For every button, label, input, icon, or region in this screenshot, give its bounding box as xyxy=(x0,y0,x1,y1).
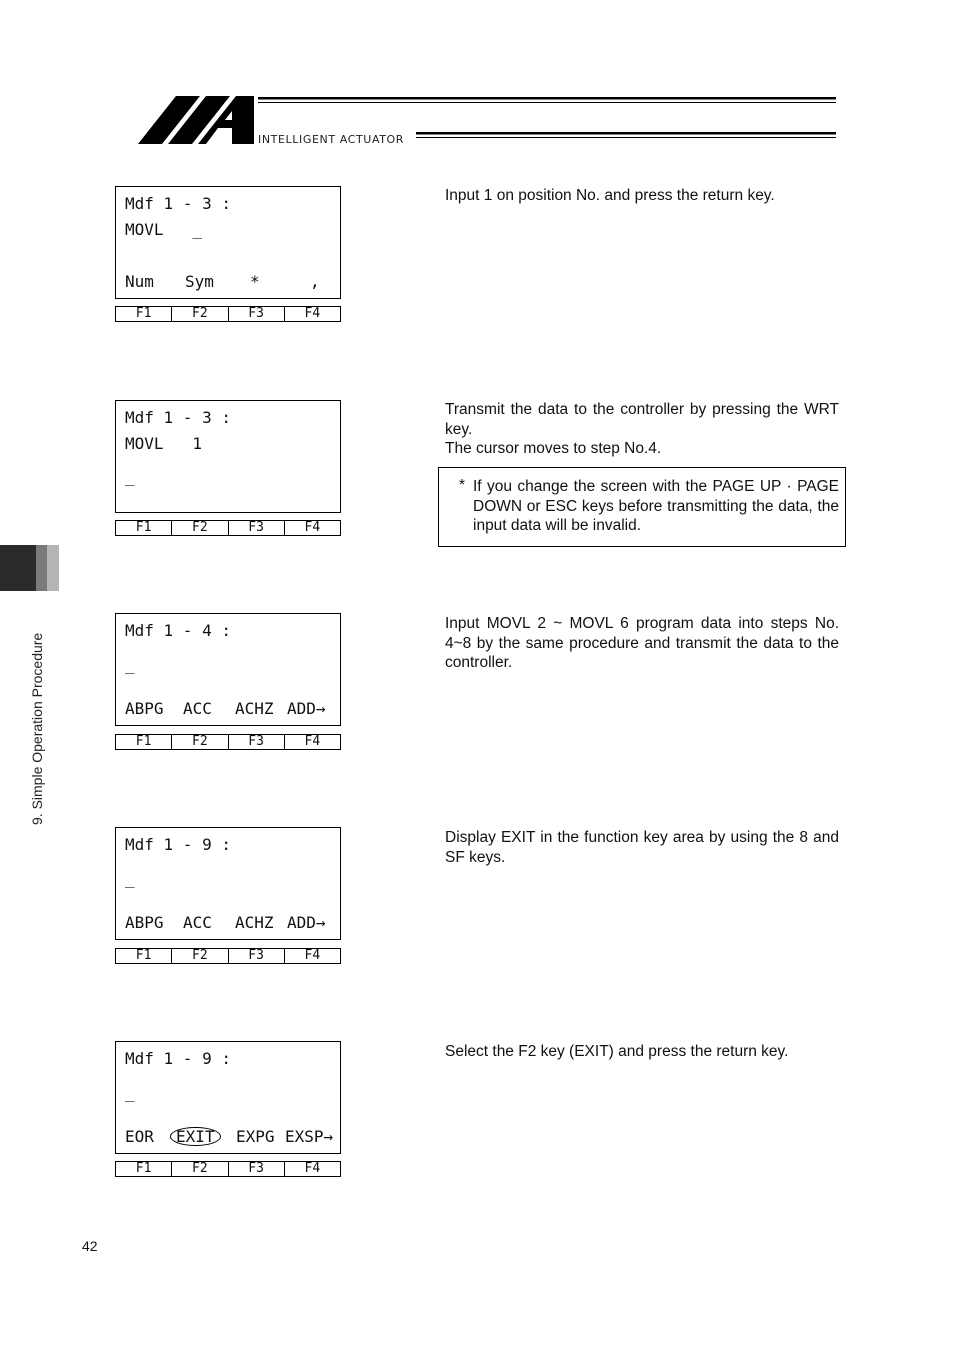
step-2-description xyxy=(445,400,839,459)
step-5-description: Select the F2 key (EXIT) and press the return key. xyxy=(445,1043,789,1060)
f4-key: F4 xyxy=(304,520,321,535)
f3-key: F3 xyxy=(229,1162,285,1176)
lcd-line-1: Mdf 1 - 9 : xyxy=(125,835,231,854)
lcd-line-1: Mdf 1 - 3 : xyxy=(125,408,231,427)
f3-key: F3 xyxy=(229,521,285,535)
step-2-description-line: Transmit the data to the controller by pressing the WRT key. xyxy=(445,401,839,438)
f1-key: F1 xyxy=(116,1162,172,1176)
function-key-bar xyxy=(115,948,341,964)
lcd-function-label: , xyxy=(310,272,320,291)
f1-key: F1 xyxy=(116,307,172,321)
chapter-tab-marker-mid xyxy=(36,545,47,591)
f4-key: F4 xyxy=(304,734,321,749)
lcd-screen-step-1 xyxy=(115,186,341,299)
lcd-screen-step-4 xyxy=(115,827,341,940)
lcd-screen-step-3 xyxy=(115,613,341,726)
lcd-cursor-line: _ xyxy=(125,655,135,674)
lcd-function-label: ABPG xyxy=(125,913,164,932)
lcd-function-label: ADD→ xyxy=(287,699,326,718)
f2-key: F2 xyxy=(172,1162,228,1176)
brand-text: INTELLIGENT ACTUATOR xyxy=(258,133,405,146)
step-2-description-line: The cursor moves to step No.4. xyxy=(445,440,662,457)
function-key-bar xyxy=(115,520,341,536)
lcd-line-1: Mdf 1 - 9 : xyxy=(125,1049,231,1068)
function-key-bar xyxy=(115,734,341,750)
f2-key: F2 xyxy=(172,521,228,535)
lcd-cursor-line: _ xyxy=(125,869,135,888)
note-text: If you change the screen with the PAGE UP · PAGE DOWN or ESC keys before transmitting the data, the input data will be invalid. xyxy=(473,478,839,534)
lcd-function-label: ACC xyxy=(183,699,212,718)
lcd-function-label: ACHZ xyxy=(235,913,274,932)
lcd-screen-step-2 xyxy=(115,400,341,513)
f1-key: F1 xyxy=(116,521,172,535)
step-3-description: Input MOVL 2 ~ MOVL 6 program data into steps No. 4~8 by the same procedure and transmit the data to the controller. xyxy=(445,615,839,671)
f1-key: F1 xyxy=(116,949,172,963)
lcd-function-label: ACC xyxy=(183,913,212,932)
lcd-function-label: Sym xyxy=(185,272,214,291)
function-key-bar xyxy=(115,1161,341,1177)
lcd-line-2: MOVL _ xyxy=(125,220,203,239)
lcd-function-label: EXSP→ xyxy=(285,1127,334,1146)
note-marker: * xyxy=(459,477,466,494)
company-logo xyxy=(138,94,838,146)
f4-key: F4 xyxy=(304,1161,321,1176)
chapter-label: 9. Simple Operation Procedure xyxy=(29,632,45,825)
chapter-tab-marker xyxy=(0,545,36,591)
f3-key: F3 xyxy=(229,307,285,321)
lcd-cursor-line: _ xyxy=(125,1083,135,1102)
lcd-line-2: MOVL 1 xyxy=(125,434,203,453)
lcd-line-1: Mdf 1 - 3 : xyxy=(125,194,231,213)
step-1-description: Input 1 on position No. and press the return key. xyxy=(445,187,775,204)
lcd-function-label: ACHZ xyxy=(235,699,274,718)
lcd-cursor-line: _ xyxy=(125,467,135,486)
lcd-function-label-selected: EXIT xyxy=(170,1127,221,1146)
page-number: 42 xyxy=(82,1238,98,1254)
lcd-function-label: ABPG xyxy=(125,699,164,718)
f3-key: F3 xyxy=(229,735,285,749)
iai-logo-mark xyxy=(138,94,838,146)
lcd-function-label: Num xyxy=(125,272,154,291)
function-key-bar xyxy=(115,306,341,322)
lcd-function-label: EXPG xyxy=(236,1127,275,1146)
step-4-description: Display EXIT in the function key area by using the 8 and SF keys. xyxy=(445,829,839,866)
chapter-tab-marker-light xyxy=(47,545,59,591)
f4-key: F4 xyxy=(304,948,321,963)
f2-key: F2 xyxy=(172,307,228,321)
caution-note-box xyxy=(438,467,846,547)
lcd-function-label: * xyxy=(250,272,260,291)
f4-key: F4 xyxy=(304,306,321,321)
f2-key: F2 xyxy=(172,735,228,749)
lcd-function-label: EOR xyxy=(125,1127,154,1146)
f3-key: F3 xyxy=(229,949,285,963)
lcd-line-1: Mdf 1 - 4 : xyxy=(125,621,231,640)
lcd-screen-step-5 xyxy=(115,1041,341,1154)
f1-key: F1 xyxy=(116,735,172,749)
lcd-function-label: ADD→ xyxy=(287,913,326,932)
f2-key: F2 xyxy=(172,949,228,963)
